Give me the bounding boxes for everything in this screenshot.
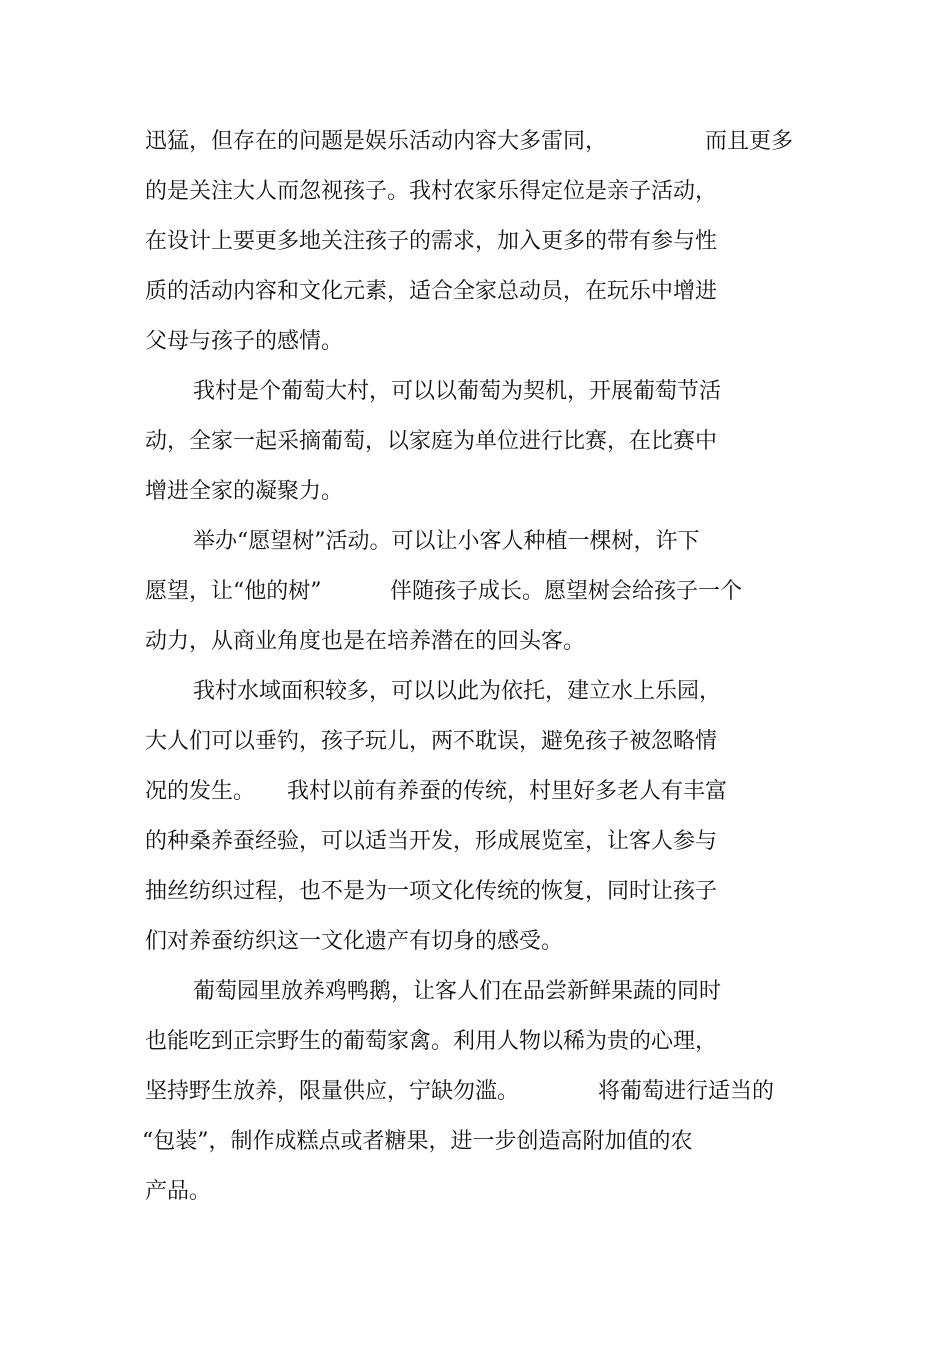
paragraph-1-line-2: 的是关注大人而忽视孩子。我村农家乐得定位是亲子活动， <box>145 179 718 204</box>
paragraph-3-line-2a: 愿望，让“他的树” <box>145 579 322 604</box>
paragraph-5-line-4: “包装”，制作成糕点或者糖果，进一步创造高附加值的农 <box>142 1129 693 1154</box>
paragraph-4-line-1: 我村水域面积较多，可以以此为依托，建立水上乐园， <box>193 679 722 704</box>
paragraph-2-line-2: 动，全家一起采摘葡萄，以家庭为单位进行比赛，在比赛中 <box>145 429 718 454</box>
paragraph-3-line-1: 举办“愿望树”活动。可以让小客人种植一棵树，许下 <box>193 529 700 554</box>
paragraph-1-line-1b: 而且更多 <box>705 129 794 154</box>
paragraph-1-line-3: 在设计上要更多地关注孩子的需求，加入更多的带有参与性 <box>145 229 718 254</box>
paragraph-5-line-3b: 将葡萄进行适当的 <box>598 1079 775 1104</box>
paragraph-1-line-4: 质的活动内容和文化元素，适合全家总动员，在玩乐中增进 <box>145 279 718 304</box>
paragraph-3-line-2b: 伴随孩子成长。愿望树会给孩子一个 <box>390 579 743 604</box>
paragraph-1-line-5: 父母与孩子的感情。 <box>145 329 344 354</box>
paragraph-4-line-5: 抽丝纺织过程，也不是为一项文化传统的恢复，同时让孩子 <box>145 879 718 904</box>
paragraph-4-line-2: 大人们可以垂钓，孩子玩儿，两不耽误，避免孩子被忽略情 <box>145 729 718 754</box>
paragraph-5-line-2: 也能吃到正宗野生的葡萄家禽。利用人物以稀为贵的心理， <box>145 1029 718 1054</box>
paragraph-1-line-1a: 迅猛，但存在的问题是娱乐活动内容大多雷同， <box>145 129 608 154</box>
paragraph-4-line-3a: 况的发生。 <box>145 779 256 804</box>
paragraph-2-line-3: 增进全家的凝聚力。 <box>145 479 344 504</box>
paragraph-4-line-6: 们对养蚕纺织这一文化遗产有切身的感受。 <box>145 929 564 954</box>
paragraph-5-line-1: 葡萄园里放养鸡鸭鹅，让客人们在品尝新鲜果蔬的同时 <box>193 979 722 1004</box>
paragraph-5-line-3a: 坚持野生放养，限量供应，宁缺勿滥。 <box>145 1079 520 1104</box>
paragraph-5-line-5: 产品。 <box>145 1179 212 1204</box>
paragraph-4-line-4: 的种桑养蚕经验，可以适当开发，形成展览室，让客人参与 <box>145 829 718 854</box>
paragraph-3-line-3: 动力，从商业角度也是在培养潜在的回头客。 <box>145 629 586 654</box>
paragraph-4-line-3b: 我村以前有养蚕的传统，村里好多老人有丰富 <box>287 779 728 804</box>
paragraph-2-line-1: 我村是个葡萄大村，可以以葡萄为契机，开展葡萄节活 <box>193 379 722 404</box>
